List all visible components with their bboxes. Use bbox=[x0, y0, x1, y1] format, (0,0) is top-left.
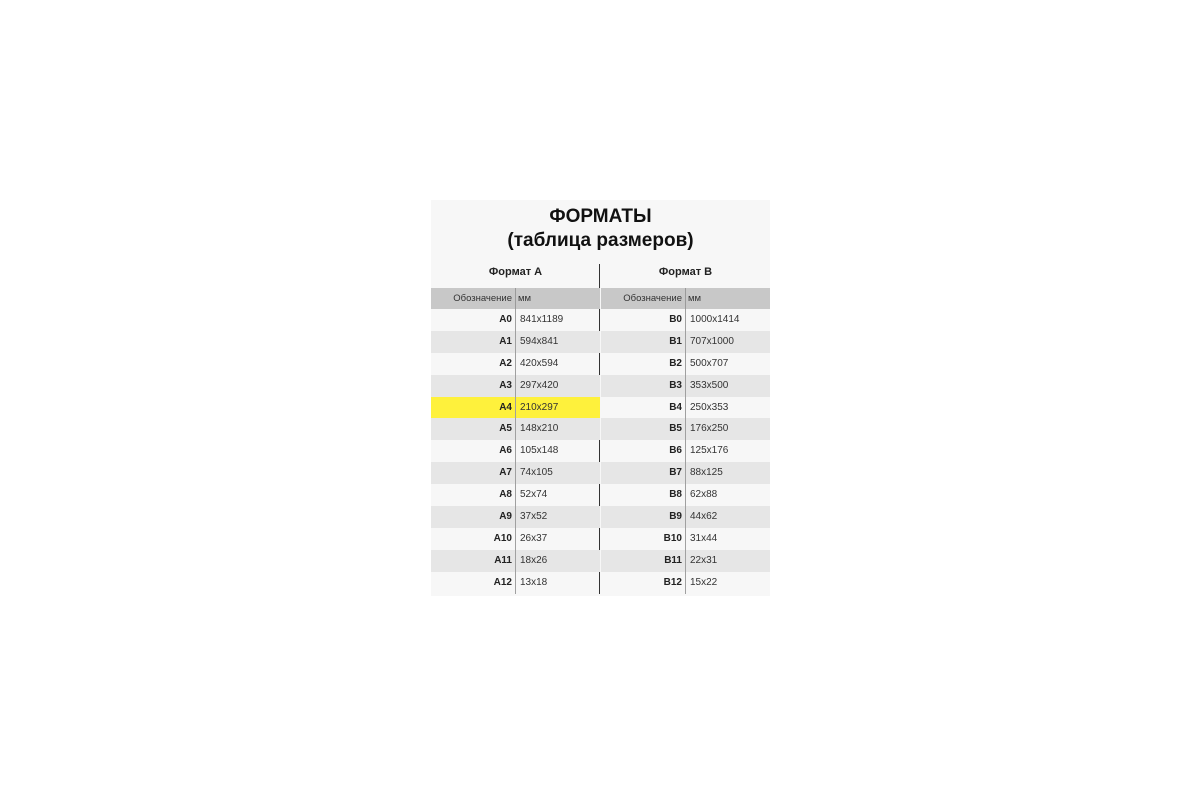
table-row bbox=[601, 462, 770, 484]
row-separator bbox=[685, 331, 686, 353]
row-size: 353x500 bbox=[690, 379, 729, 391]
table-row bbox=[431, 375, 600, 397]
table-row bbox=[431, 550, 600, 572]
row-designation: B3 bbox=[669, 379, 682, 391]
row-designation: B10 bbox=[663, 532, 682, 544]
format-b-header-row bbox=[601, 288, 770, 309]
header-unit: мм bbox=[688, 293, 702, 304]
row-size: 148x210 bbox=[520, 423, 559, 435]
row-designation: B2 bbox=[669, 357, 682, 369]
row-separator bbox=[685, 375, 686, 397]
table-row bbox=[431, 528, 600, 550]
row-separator bbox=[515, 550, 516, 572]
row-separator bbox=[515, 572, 516, 594]
row-designation: A11 bbox=[494, 554, 512, 566]
table-row bbox=[601, 375, 770, 397]
table-row bbox=[601, 572, 770, 594]
row-size: 125x176 bbox=[690, 445, 729, 457]
table-row bbox=[431, 462, 600, 484]
table-row bbox=[601, 550, 770, 572]
row-size: 420x594 bbox=[520, 357, 559, 369]
format-a-title: Формат А bbox=[488, 266, 543, 278]
row-separator bbox=[685, 484, 686, 506]
row-separator bbox=[515, 528, 516, 550]
page-subtitle: (таблица размеров) bbox=[507, 230, 694, 251]
table-row bbox=[601, 353, 770, 375]
row-separator bbox=[685, 309, 686, 331]
row-designation: A8 bbox=[499, 489, 512, 501]
row-separator bbox=[515, 440, 516, 462]
row-designation: B9 bbox=[669, 511, 682, 523]
row-size: 18x26 bbox=[520, 554, 548, 566]
row-designation: B6 bbox=[669, 445, 682, 457]
row-size: 1000x1414 bbox=[690, 314, 740, 325]
row-separator bbox=[515, 375, 516, 397]
header-separator bbox=[515, 288, 516, 309]
row-separator bbox=[515, 418, 516, 440]
row-size: 62x88 bbox=[690, 489, 718, 501]
row-size: 22x31 bbox=[690, 554, 718, 566]
table-row bbox=[431, 506, 600, 528]
table-row bbox=[431, 440, 600, 462]
format-b-title: Формат В bbox=[658, 266, 713, 278]
row-designation: B11 bbox=[664, 554, 682, 566]
row-separator bbox=[685, 397, 686, 419]
row-designation: B8 bbox=[669, 489, 682, 501]
row-size: 176x250 bbox=[690, 423, 729, 435]
formats-table-card bbox=[431, 200, 770, 596]
format-b-rows bbox=[601, 309, 770, 594]
row-size: 707x1000 bbox=[690, 335, 734, 347]
row-size: 26x37 bbox=[520, 532, 548, 544]
row-size: 15x22 bbox=[690, 576, 718, 588]
format-a-header-row bbox=[431, 288, 600, 309]
row-designation: B5 bbox=[669, 423, 682, 435]
row-designation: B1 bbox=[669, 335, 682, 347]
table-row bbox=[431, 572, 600, 594]
row-designation: B7 bbox=[669, 467, 682, 479]
row-separator bbox=[685, 550, 686, 572]
row-separator bbox=[515, 331, 516, 353]
table-row bbox=[431, 418, 600, 440]
row-separator bbox=[685, 462, 686, 484]
row-size: 841x1189 bbox=[520, 314, 564, 325]
row-designation: B0 bbox=[669, 314, 682, 325]
row-size: 250x353 bbox=[690, 401, 729, 413]
row-separator bbox=[685, 572, 686, 594]
table-row bbox=[431, 331, 600, 353]
row-size: 37x52 bbox=[520, 511, 548, 523]
table-row bbox=[601, 440, 770, 462]
row-size: 13x18 bbox=[520, 576, 548, 588]
row-separator bbox=[685, 528, 686, 550]
row-designation: A0 bbox=[499, 314, 512, 325]
row-size: 210x297 bbox=[520, 401, 559, 413]
row-size: 44x62 bbox=[690, 511, 718, 523]
table-row bbox=[601, 397, 770, 419]
row-designation: A10 bbox=[493, 532, 512, 544]
header-unit: мм bbox=[518, 293, 532, 304]
row-size: 88x125 bbox=[690, 467, 723, 479]
row-size: 74x105 bbox=[520, 467, 553, 479]
row-designation: A3 bbox=[499, 379, 512, 391]
row-separator bbox=[685, 506, 686, 528]
row-designation: B4 bbox=[669, 401, 682, 413]
page-title: ФОРМАТЫ bbox=[549, 206, 652, 227]
row-designation: A9 bbox=[499, 511, 512, 523]
table-row bbox=[601, 331, 770, 353]
row-separator bbox=[515, 353, 516, 375]
row-size: 105x148 bbox=[520, 445, 559, 457]
table-row bbox=[431, 397, 600, 419]
row-designation: A12 bbox=[493, 576, 512, 588]
row-size: 31x44 bbox=[690, 532, 718, 544]
row-designation: A7 bbox=[499, 467, 512, 479]
table-row bbox=[431, 353, 600, 375]
row-separator bbox=[515, 309, 516, 331]
row-designation: A5 bbox=[499, 423, 512, 435]
row-designation: A6 bbox=[499, 445, 512, 457]
row-separator bbox=[685, 418, 686, 440]
row-separator bbox=[685, 353, 686, 375]
table-row bbox=[601, 484, 770, 506]
row-size: 297x420 bbox=[520, 379, 559, 391]
header-separator bbox=[685, 288, 686, 309]
row-size: 594x841 bbox=[520, 335, 559, 347]
table-row bbox=[601, 528, 770, 550]
row-separator bbox=[515, 462, 516, 484]
row-designation: B12 bbox=[663, 576, 682, 588]
row-separator bbox=[685, 440, 686, 462]
table-row bbox=[601, 309, 770, 331]
table-row bbox=[601, 506, 770, 528]
row-designation: A2 bbox=[499, 357, 512, 369]
header-designation: Обозначение bbox=[453, 293, 512, 304]
row-separator bbox=[515, 397, 516, 419]
row-designation: A4 bbox=[499, 401, 512, 413]
row-size: 52x74 bbox=[520, 489, 548, 501]
row-designation: A1 bbox=[499, 335, 512, 347]
table-row bbox=[431, 309, 600, 331]
row-separator bbox=[515, 506, 516, 528]
table-row bbox=[431, 484, 600, 506]
table-row bbox=[601, 418, 770, 440]
format-a-rows bbox=[431, 309, 600, 594]
row-size: 500x707 bbox=[690, 357, 729, 369]
row-separator bbox=[515, 484, 516, 506]
header-designation: Обозначение bbox=[623, 293, 682, 304]
